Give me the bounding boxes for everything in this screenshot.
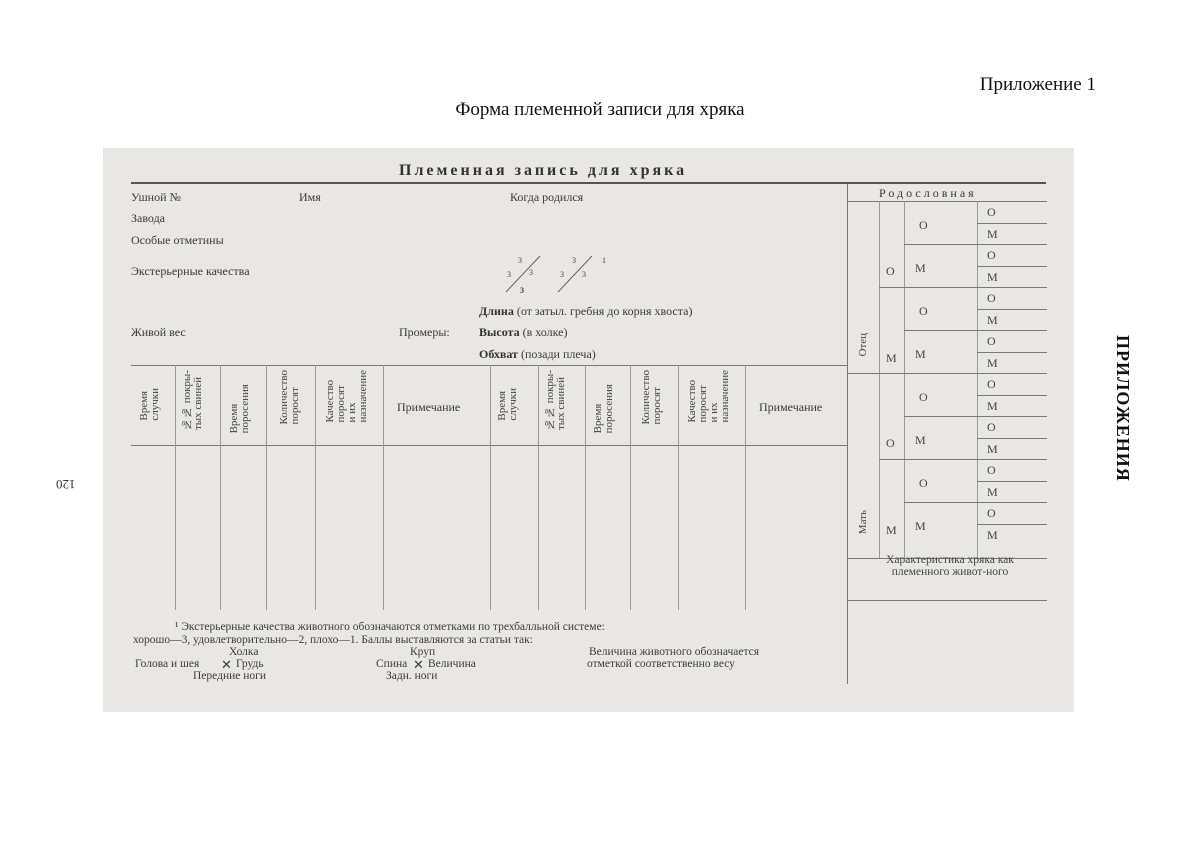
live-weight-label: Живой вес <box>131 325 186 339</box>
ped-mfm: М <box>915 433 926 447</box>
ped-g9: О <box>987 377 996 391</box>
name-label: Имя <box>299 190 321 204</box>
record-title: Племенная запись для хряка <box>399 162 688 179</box>
cross-icon: ✕ <box>221 657 232 672</box>
score-2: 3 <box>507 270 511 279</box>
special-marks-label: Особые отметины <box>131 233 224 247</box>
ped-ffo: О <box>919 218 928 232</box>
col-farrowing-time: Время поросения <box>228 384 251 434</box>
cross-icon-2: ✕ <box>413 657 424 672</box>
fn-group1-top: Холка <box>229 646 259 658</box>
ped-g4: М <box>987 270 998 284</box>
section-side-label: ПРИЛОЖЕНИЯ <box>1113 335 1133 482</box>
ped-f-m: М <box>886 351 897 365</box>
ped-mmm: М <box>915 519 926 533</box>
pedigree-mother: Мать <box>857 510 869 535</box>
pedigree-title: Родословная <box>879 186 977 200</box>
measurement-height: Высота (в холке) <box>479 325 568 339</box>
ped-f-o: О <box>886 264 895 278</box>
fn-group1-right: Грудь <box>236 658 264 670</box>
col-mating-time-2: Время случки <box>496 388 519 421</box>
ped-g2: М <box>987 227 998 241</box>
col-note-2: Примечание <box>759 400 823 414</box>
col-note: Примечание <box>397 400 461 414</box>
ped-fmm: М <box>915 347 926 361</box>
col-farrowing-time-2: Время поросения <box>592 384 615 434</box>
score-6: 1 <box>602 256 606 265</box>
ped-g6: М <box>987 313 998 327</box>
score-8: 3 <box>582 270 586 279</box>
pedigree-characteristic: Характеристика хряка как племенного живот-ного <box>886 554 1014 578</box>
birth-date-label: Когда родился <box>510 190 584 204</box>
ped-mfo: О <box>919 390 928 404</box>
fn-group2-left: Спина <box>376 658 408 670</box>
ped-mmo: О <box>919 476 928 490</box>
ped-g11: О <box>987 420 996 434</box>
appendix-label: Приложение 1 <box>979 74 1096 95</box>
col-mating-time: Время случки <box>138 388 161 421</box>
fn-group1-left: Голова и шея <box>135 658 200 670</box>
farm-label: Завода <box>131 211 166 225</box>
score-1: 3 <box>518 256 522 265</box>
ped-g5: О <box>987 291 996 305</box>
fn-group1-bottom: Передние ноги <box>193 670 267 682</box>
col-piglet-quality: Качество поросят и их назначение <box>324 370 369 423</box>
score-3: 3 <box>529 268 533 277</box>
col-piglet-quality-2: Качество поросят и их назначение <box>686 370 731 423</box>
score-5: 3 <box>572 256 576 265</box>
score-7: 3 <box>560 270 564 279</box>
col-piglet-count-2: Количество поросят <box>640 370 663 425</box>
ped-ffm: М <box>915 261 926 275</box>
measurement-length: Длина (от затыл. гребня до корня хвоста) <box>479 304 693 318</box>
pedigree-father: Отец <box>857 333 869 357</box>
fn-group2-bottom: Задн. ноги <box>386 670 438 682</box>
ped-g13: О <box>987 463 996 477</box>
ped-m-m: М <box>886 523 897 537</box>
measurement-girth: Обхват (позади плеча) <box>479 347 596 361</box>
col-covered-sows: №№ покры- тых свиней <box>181 370 204 431</box>
ped-g8: М <box>987 356 998 370</box>
score-4: 3 <box>520 286 524 295</box>
fn-note-2: отметкой соответственно весу <box>587 658 735 670</box>
exterior-score-diagram <box>498 248 618 298</box>
page-title: Форма племенной записи для хряка <box>455 99 745 120</box>
ped-g12: М <box>987 442 998 456</box>
ped-g10: М <box>987 399 998 413</box>
fn-note-1: Величина животного обозначается <box>589 646 760 658</box>
scanned-form <box>103 148 1074 712</box>
footnote-line-2: хорошо—3, удовлетворительно—2, плохо—1. Баллы выставляются за статьи так: <box>133 634 533 646</box>
ped-g7: О <box>987 334 996 348</box>
ear-number-label: Ушной № <box>131 190 181 204</box>
exterior-label: Экстерьерные качества <box>131 264 250 278</box>
fn-group2-top: Круп <box>410 646 436 658</box>
ped-g1: О <box>987 205 996 219</box>
ped-g3: О <box>987 248 996 262</box>
ped-g15: О <box>987 506 996 520</box>
measurements-label: Промеры: <box>399 325 450 339</box>
col-piglet-count: Количество поросят <box>278 370 301 425</box>
ped-g16: М <box>987 528 998 542</box>
ped-g14: М <box>987 485 998 499</box>
ped-m-o: О <box>886 436 895 450</box>
col-covered-sows-2: №№ покры- тых свиней <box>544 370 567 431</box>
page-number: 120 <box>56 477 76 492</box>
fn-group2-right: Величина <box>428 658 476 670</box>
ped-fmo: О <box>919 304 928 318</box>
footnote-line-1: ¹ Экстерьерные качества животного обозначаются отметками по трехбалльной системе: <box>175 621 605 633</box>
